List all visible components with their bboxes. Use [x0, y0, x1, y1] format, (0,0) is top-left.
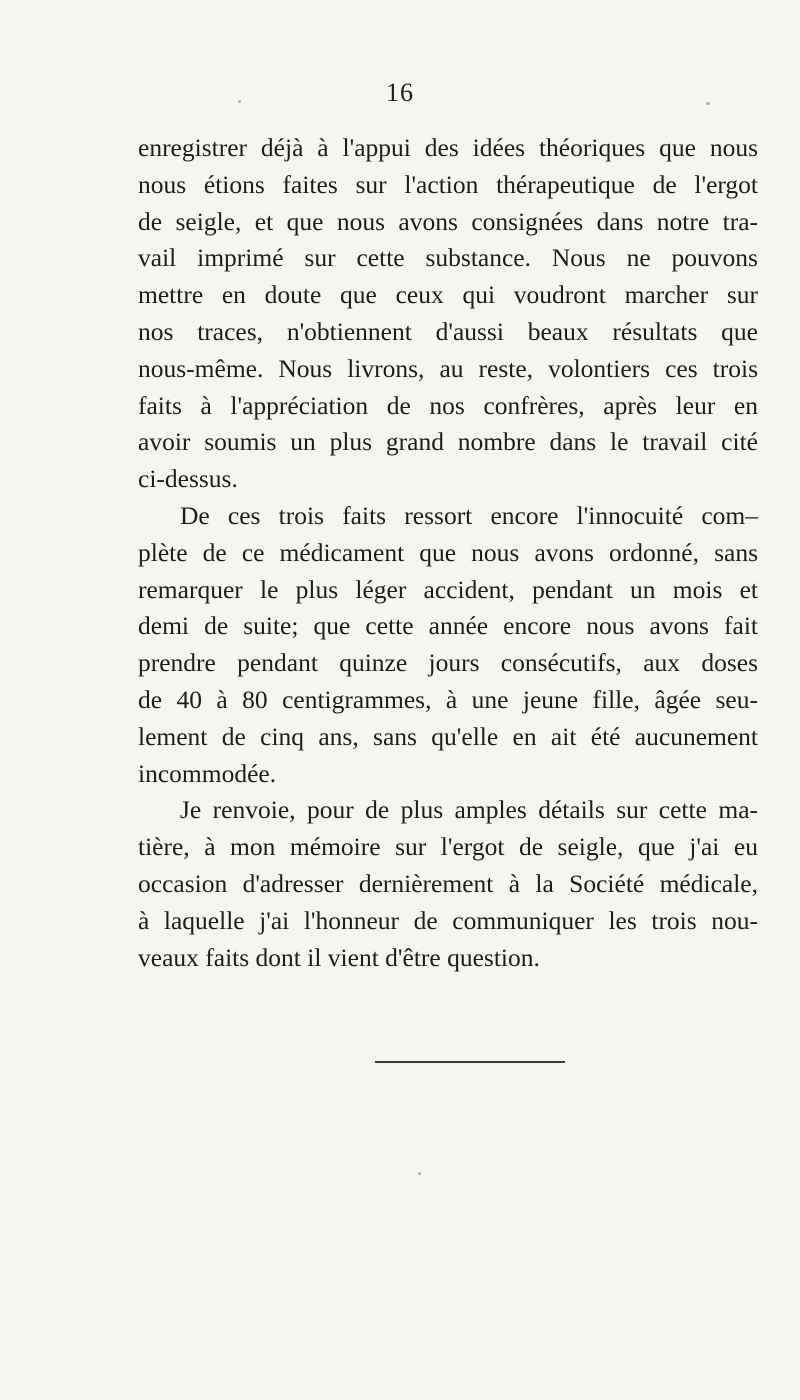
text-line: plète de ce médicament que nous avons ordonné, sans	[138, 537, 758, 567]
text-line: à laquelle j'ai l'honneur de communiquer les trois nou-	[138, 905, 758, 935]
text-line: incommodée.	[138, 758, 277, 788]
text-line: nos traces, n'obtiennent d'aussi beaux résultats que	[138, 316, 758, 346]
paragraph-3	[138, 792, 758, 976]
text-line: veaux faits dont il vient d'être question.	[138, 942, 540, 972]
text-line: de seigle, et que nous avons consignées dans notre tra-	[138, 206, 758, 236]
end-rule	[375, 1061, 565, 1063]
text-line: De ces trois faits ressort encore l'innocuité com–	[180, 500, 758, 530]
paper-speck	[418, 1172, 421, 1175]
text-line: vail imprimé sur cette substance. Nous ne pouvons	[138, 243, 758, 273]
text-line: enregistrer déjà à l'appui des idées théoriques que nous	[138, 133, 758, 162]
paper-speck	[706, 102, 710, 105]
text-line: occasion d'adresser dernièrement à la Société médicale,	[138, 868, 758, 898]
text-line: nous étions faites sur l'action thérapeutique de l'ergot	[138, 169, 758, 199]
text-line: remarquer le plus léger accident, pendant un mois et	[138, 574, 758, 604]
text-line: tière, à mon mémoire sur l'ergot de seigle, que j'ai eu	[138, 832, 758, 862]
text-line: ci-dessus.	[138, 464, 238, 494]
paragraph-2	[138, 498, 758, 792]
text-line: de 40 à 80 centigrammes, à une jeune fille, âgée seu-	[138, 684, 758, 714]
text-line: avoir soumis un plus grand nombre dans le travail cité	[138, 427, 758, 457]
text-line: nous-même. Nous livrons, au reste, volontiers ces trois	[138, 353, 758, 383]
body-text	[138, 130, 758, 976]
text-line: lement de cinq ans, sans qu'elle en ait été aucunement	[138, 721, 758, 751]
paper-speck	[238, 100, 241, 103]
text-line: demi de suite; que cette année encore nous avons fait	[138, 611, 758, 641]
paragraph-1	[138, 130, 758, 498]
text-line: Je renvoie, pour de plus amples détails sur cette ma-	[180, 795, 758, 825]
page-number: 16	[386, 78, 414, 107]
text-line: mettre en doute que ceux qui voudront marcher sur	[138, 280, 758, 310]
text-line: faits à l'appréciation de nos confrères, après leur en	[138, 390, 758, 420]
text-line: prendre pendant quinze jours consécutifs, aux doses	[138, 648, 758, 678]
